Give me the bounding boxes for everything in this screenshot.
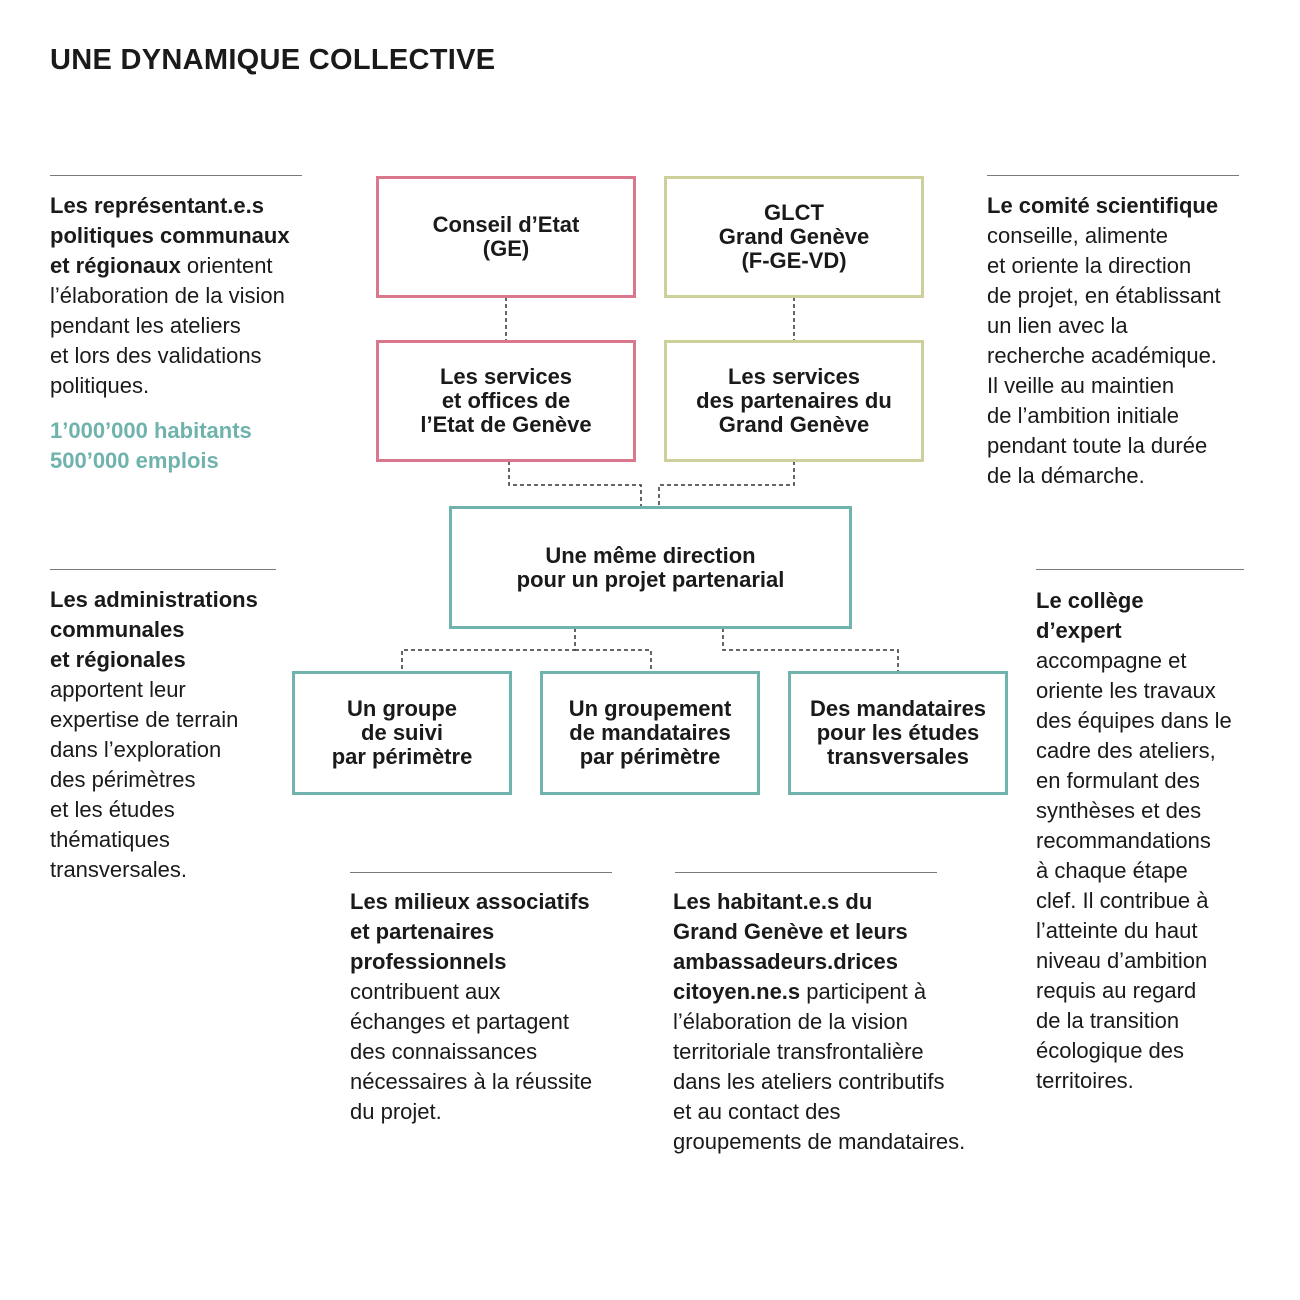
link-direction-mandataires <box>723 628 898 672</box>
page-title: UNE DYNAMIQUE COLLECTIVE <box>50 44 496 76</box>
box-services-partenaires: Les services des partenaires du Grand Genève <box>664 340 924 462</box>
panel-habitants-heading: Les habitant.e.s du Grand Genève et leurs ambassadeurs.drices citoyen.ne.s <box>673 889 908 1004</box>
link-services-direction <box>509 461 641 507</box>
panel-habitants <box>673 887 965 1157</box>
box-conseil-etat: Conseil d’Etat (GE) <box>376 176 636 298</box>
panel-representants-heading: Les représentant.e.s politiques communaux et régionaux <box>50 193 290 278</box>
panel-administrations-text: apportent leur expertise de terrain dans l’exploration des périmètres et les études thématiques transversales. <box>50 677 239 882</box>
panel-college-expert <box>1036 586 1232 1096</box>
link-direction-groupement <box>575 650 651 672</box>
box-glct: GLCT Grand Genève (F-GE-VD) <box>664 176 924 298</box>
rule-habitants <box>675 872 937 873</box>
box-direction: Une même direction pour un projet partenarial <box>449 506 852 629</box>
panel-comite-scientifique <box>987 191 1221 491</box>
panel-representants <box>50 191 290 401</box>
link-partenaires-direction <box>659 461 794 507</box>
box-groupe-suivi: Un groupe de suivi par périmètre <box>292 671 512 795</box>
box-groupement-mandataires: Un groupement de mandataires par périmètre <box>540 671 760 795</box>
link-direction-groupe-suivi <box>402 628 575 672</box>
panel-college-text: accompagne et oriente les travaux des équipes dans le cadre des ateliers, en formulant des synthèses et des recommandations à chaque étape clef. Il contribue à l’atteinte du haut niveau d’ambition requis au regard de la transition écologique des territoires. <box>1036 648 1232 1093</box>
rule-representants <box>50 175 302 176</box>
rule-college <box>1036 569 1244 570</box>
panel-milieux-heading: Les milieux associatifs et partenaires professionnels <box>350 889 590 974</box>
panel-habitants-text: participent à l’élaboration de la vision territoriale transfrontalière dans les ateliers contributifs et au contact des groupements de mandataires. <box>673 979 966 1154</box>
panel-administrations-heading: Les administrations communales et régionales <box>50 587 258 672</box>
rule-comite <box>987 175 1239 176</box>
rule-administrations <box>50 569 276 570</box>
panel-comite-text: conseille, alimente et oriente la direction de projet, en établissant un lien avec la recherche académique. Il veille au maintien de l’ambition initiale pendant toute la durée de la démarche. <box>987 223 1221 488</box>
panel-administrations <box>50 585 258 885</box>
panel-representants-text: orientent l’élaboration de la vision pendant les ateliers et lors des validations politiques. <box>50 253 285 398</box>
panel-college-heading: Le collège d’expert <box>1036 588 1144 643</box>
panel-milieux-associatifs <box>350 887 592 1127</box>
stats-habitants-emplois: 1’000’000 habitants 500’000 emplois <box>50 418 252 473</box>
box-mandataires-transversales: Des mandataires pour les études transversales <box>788 671 1008 795</box>
box-services-etat: Les services et offices de l’Etat de Genève <box>376 340 636 462</box>
rule-milieux <box>350 872 612 873</box>
panel-milieux-text: contribuent aux échanges et partagent des connaissances nécessaires à la réussite du projet. <box>350 979 593 1124</box>
panel-comite-heading: Le comité scientifique <box>987 193 1219 218</box>
